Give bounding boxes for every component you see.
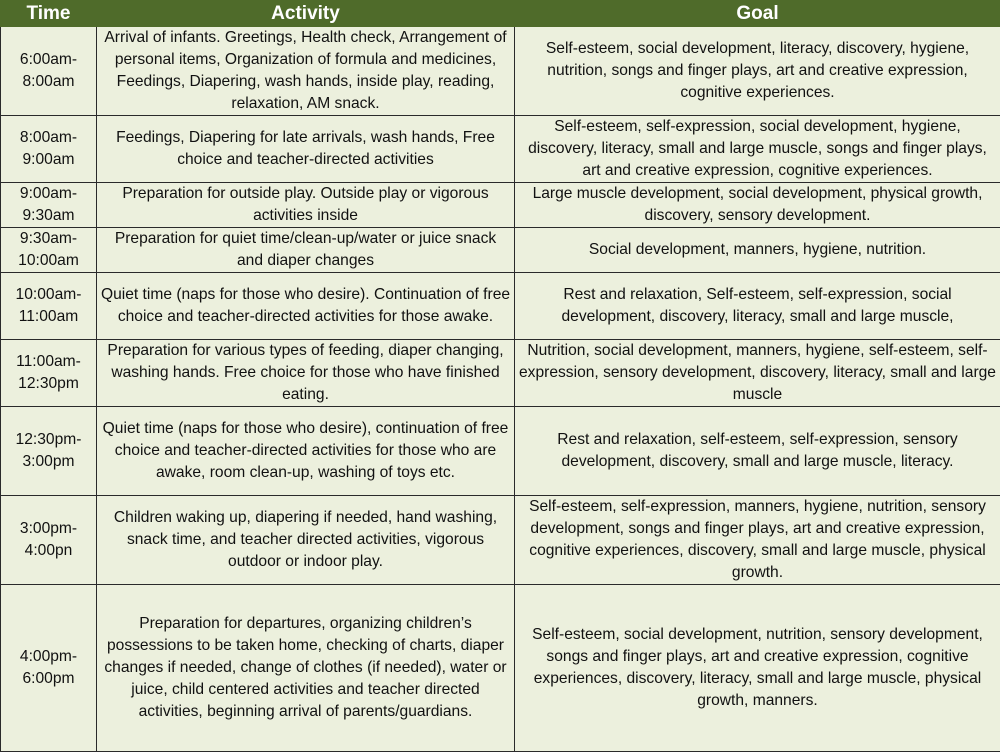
table-row — [1, 183, 1000, 228]
table-row — [1, 273, 1000, 340]
goal-cell: Nutrition, social development, manners, hygiene, self-esteem, self-expression, sensory development, discovery, literacy, small and large muscle — [515, 340, 1000, 407]
time-end: 3:00pm — [3, 451, 94, 473]
activity-cell: Feedings, Diapering for late arrivals, wash hands, Free choice and teacher-directed activities — [97, 116, 515, 183]
table-row — [1, 27, 1000, 116]
time-cell — [1, 116, 97, 183]
activity-cell: Preparation for departures, organizing children’s possessions to be taken home, checking of charts, diaper changes if needed, change of clothes (if needed), water or juice, child centered activities and teacher directed activities, beginning arrival of parents/guardians. — [97, 585, 515, 752]
time-start: 9:30am- — [3, 228, 94, 250]
time-end: 9:30am — [3, 205, 94, 227]
goal-cell: Self-esteem, self-expression, social development, hygiene, discovery, literacy, small and large muscle, songs and finger plays, art and creative expression, cognitive experiences. — [515, 116, 1000, 183]
activity-cell: Preparation for quiet time/clean-up/water or juice snack and diaper changes — [97, 228, 515, 273]
activity-cell: Quiet time (naps for those who desire), continuation of free choice and teacher-directed activities for those who are awake, room clean-up, washing of toys etc. — [97, 407, 515, 496]
time-start: 10:00am- — [3, 284, 94, 306]
time-cell — [1, 496, 97, 585]
table-row — [1, 228, 1000, 273]
time-start: 9:00am- — [3, 183, 94, 205]
goal-cell: Self-esteem, self-expression, manners, hygiene, nutrition, sensory development, songs and finger plays, art and creative expression, cognitive experiences, discovery, small and large muscle, physical growth. — [515, 496, 1000, 585]
time-start: 12:30pm- — [3, 429, 94, 451]
table-row — [1, 496, 1000, 585]
time-cell — [1, 273, 97, 340]
time-end: 6:00pm — [3, 668, 94, 690]
activity-column-header: Activity — [97, 1, 515, 27]
goal-cell: Social development, manners, hygiene, nutrition. — [515, 228, 1000, 273]
goal-cell: Self-esteem, social development, nutrition, sensory development, songs and finger plays, art and creative expression, cognitive experiences, discovery, literacy, small and large muscle, physical growth, manners. — [515, 585, 1000, 752]
time-end: 10:00am — [3, 250, 94, 272]
time-end: 9:00am — [3, 149, 94, 171]
time-end: 4:00pn — [3, 540, 94, 562]
time-end: 11:00am — [3, 306, 94, 328]
time-end: 12:30pm — [3, 373, 94, 395]
goal-column-header: Goal — [515, 1, 1000, 27]
time-cell — [1, 340, 97, 407]
activity-cell: Preparation for various types of feeding, diaper changing, washing hands. Free choice for those who have finished eating. — [97, 340, 515, 407]
time-cell — [1, 27, 97, 116]
time-start: 11:00am- — [3, 351, 94, 373]
time-cell — [1, 228, 97, 273]
time-start: 4:00pm- — [3, 646, 94, 668]
activity-cell: Quiet time (naps for those who desire). Continuation of free choice and teacher-directed activities for those awake. — [97, 273, 515, 340]
time-start: 3:00pm- — [3, 518, 94, 540]
time-start: 6:00am- — [3, 49, 94, 71]
activity-cell: Arrival of infants. Greetings, Health check, Arrangement of personal items, Organization of formula and medicines, Feedings, Diapering, wash hands, inside play, reading, relaxation, AM snack. — [97, 27, 515, 116]
goal-cell: Rest and relaxation, self-esteem, self-expression, sensory development, discovery, small and large muscle, literacy. — [515, 407, 1000, 496]
time-cell — [1, 183, 97, 228]
time-column-header: Time — [1, 1, 97, 27]
header-row — [1, 1, 1000, 27]
activity-cell: Preparation for outside play. Outside play or vigorous activities inside — [97, 183, 515, 228]
table-row — [1, 116, 1000, 183]
activity-cell: Children waking up, diapering if needed, hand washing, snack time, and teacher directed activities, vigorous outdoor or indoor play. — [97, 496, 515, 585]
time-cell — [1, 585, 97, 752]
table-row — [1, 407, 1000, 496]
goal-cell: Large muscle development, social development, physical growth, discovery, sensory development. — [515, 183, 1000, 228]
time-cell — [1, 407, 97, 496]
time-end: 8:00am — [3, 71, 94, 93]
goal-cell: Self-esteem, social development, literacy, discovery, hygiene, nutrition, songs and finger plays, art and creative expression, cognitive experiences. — [515, 27, 1000, 116]
table-row — [1, 340, 1000, 407]
time-start: 8:00am- — [3, 127, 94, 149]
table-row — [1, 585, 1000, 752]
goal-cell: Rest and relaxation, Self-esteem, self-expression, social development, discovery, literacy, small and large muscle, — [515, 273, 1000, 340]
